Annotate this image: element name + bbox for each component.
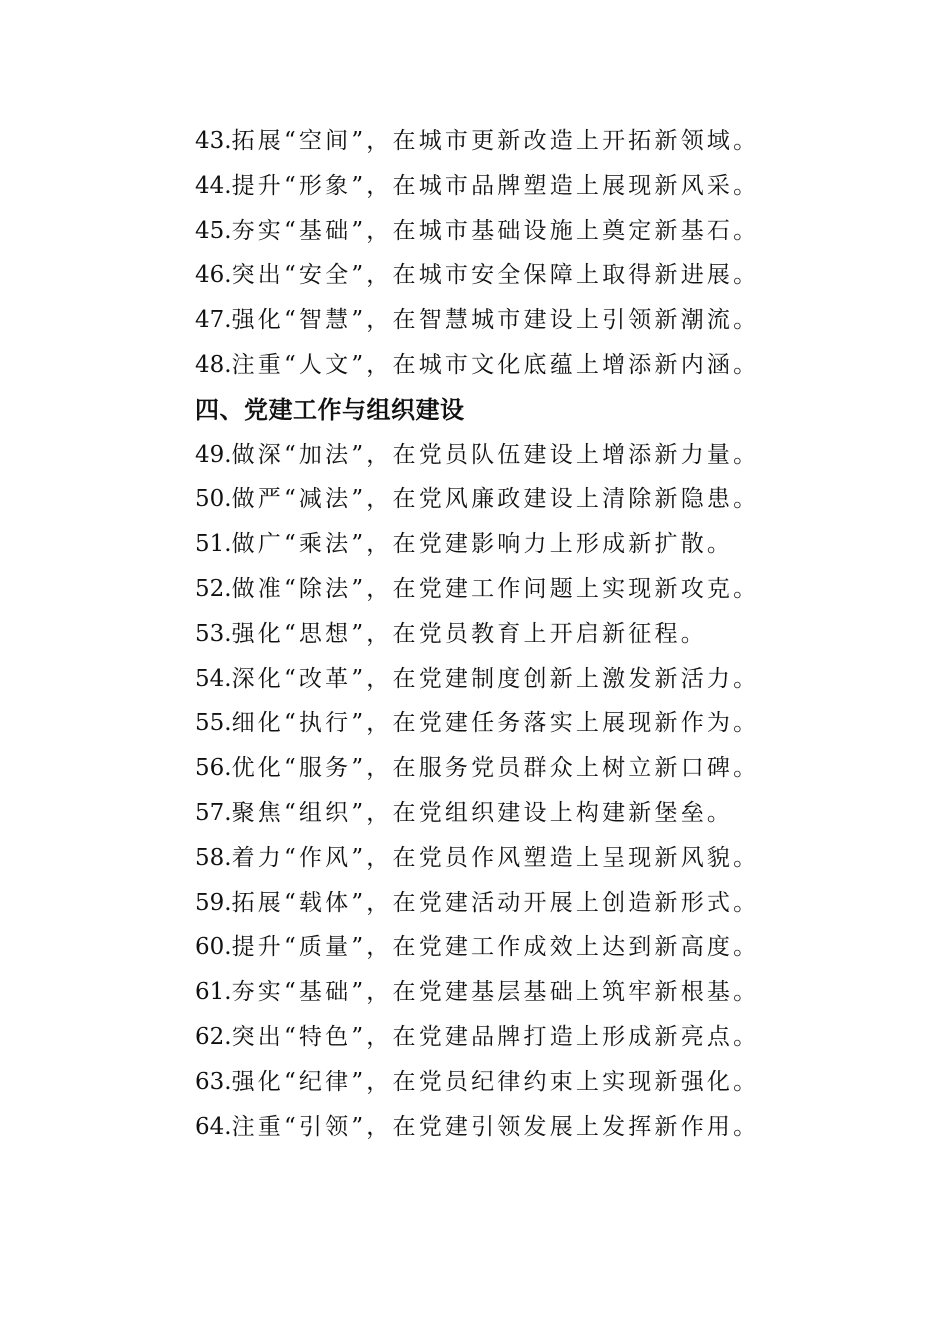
list-item: 60.提升“质量”，在党建工作成效上达到新高度。: [195, 934, 760, 961]
list-item: 52.做准“除法”，在党建工作问题上实现新攻克。: [195, 575, 760, 602]
list-item: 59.拓展“载体”，在党建活动开展上创造新形式。: [195, 889, 760, 916]
list-item: 51.做广“乘法”，在党建影响力上形成新扩散。: [195, 531, 734, 558]
list-item: 45.夯实“基础”，在城市基础设施上奠定新基石。: [195, 217, 760, 244]
section-heading: 四、党建工作与组织建设: [195, 395, 465, 424]
list-item: 49.做深“加法”，在党员队伍建设上增添新力量。: [195, 441, 760, 468]
list-item: 53.强化“思想”，在党员教育上开启新征程。: [195, 620, 707, 647]
document-body: [195, 119, 795, 1149]
list-item: 43.拓展“空间”，在城市更新改造上开拓新领域。: [195, 128, 760, 154]
list-item: 55.细化“执行”，在党建任务落实上展现新作为。: [195, 710, 760, 737]
list-item: 46.突出“安全”，在城市安全保障上取得新进展。: [195, 262, 760, 289]
list-item: 62.突出“特色”，在党建品牌打造上形成新亮点。: [195, 1023, 760, 1050]
list-item: 57.聚焦“组织”，在党组织建设上构建新堡垒。: [195, 799, 734, 826]
list-item: 63.强化“纪律”，在党员纪律约束上实现新强化。: [195, 1068, 760, 1095]
list-item: 64.注重“引领”，在党建引领发展上发挥新作用。: [195, 1113, 760, 1140]
list-item: 61.夯实“基础”，在党建基层基础上筑牢新根基。: [195, 979, 760, 1006]
list-item: 48.注重“人文”，在城市文化底蕴上增添新内涵。: [195, 351, 760, 378]
list-item: 56.优化“服务”，在服务党员群众上树立新口碑。: [195, 755, 760, 782]
list-item: 50.做严“减法”，在党风廉政建设上清除新隐患。: [195, 486, 760, 513]
list-item: 58.着力“作风”，在党员作风塑造上呈现新风貌。: [195, 844, 760, 871]
list-item: 44.提升“形象”，在城市品牌塑造上展现新风采。: [195, 172, 760, 199]
list-item: 47.强化“智慧”，在智慧城市建设上引领新潮流。: [195, 307, 760, 334]
list-item: 54.深化“改革”，在党建制度创新上激发新活力。: [195, 665, 760, 692]
